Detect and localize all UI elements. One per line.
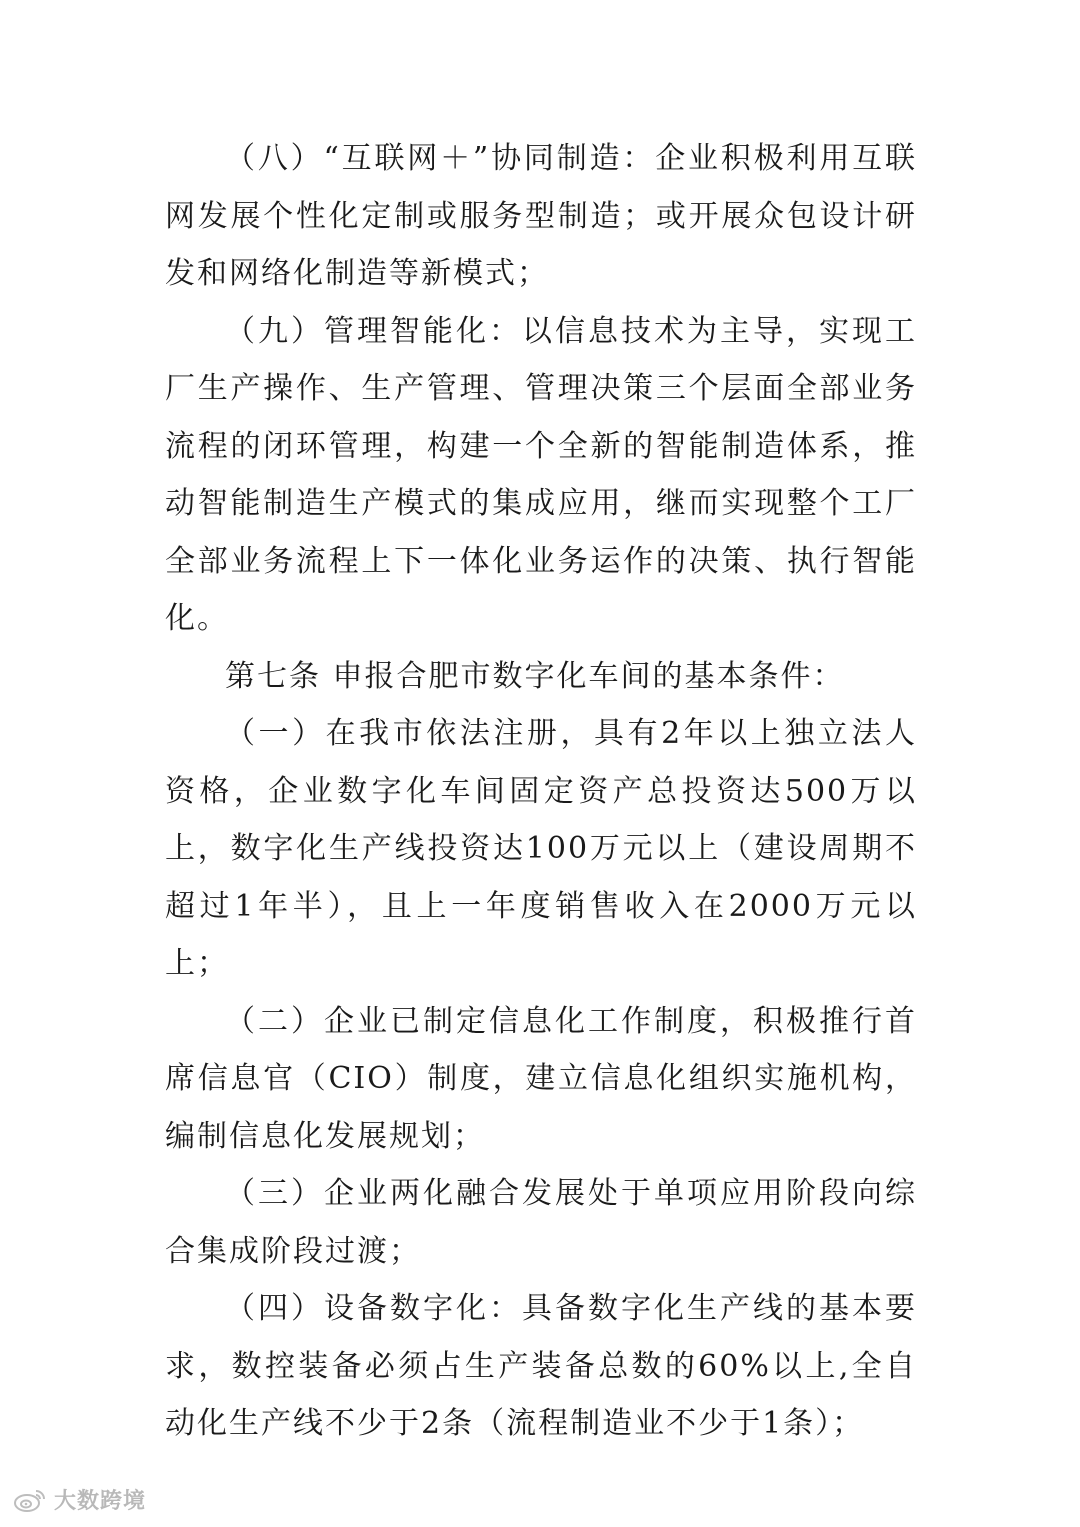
paragraph-condition-2: （二）企业已制定信息化工作制度，积极推行首席信息官（CIO）制度，建立信息化组织实施机构，编制信息化发展规划； <box>165 1003 917 1154</box>
paragraph-item-8: （八）“互联网＋”协同制造：企业积极利用互联网发展个性化定制或服务型制造；或开展众包设计研发和网络化制造等新模式； <box>165 141 917 291</box>
document-body <box>165 130 917 1453</box>
watermark-text: 大数跨境 <box>54 1489 147 1514</box>
weibo-logo-icon <box>12 1487 48 1513</box>
paragraph-item-9: （九）管理智能化：以信息技术为主导，实现工厂生产操作、生产管理、管理决策三个层面全部业务流程的闭环管理，构建一个全新的智能制造体系，推动智能制造生产模式的集成应用，继而实现整个工厂全部业务流程上下一体化业务运作的决策、执行智能化。 <box>165 313 917 636</box>
paragraph-condition-1: （一）在我市依法注册，具有2年以上独立法人资格，企业数字化车间固定资产总投资达500万以上，数字化生产线投资达100万元以上（建设周期不超过1年半），且上一年度销售收入在2000万元以上； <box>165 716 917 981</box>
paragraph-condition-4: （四）设备数字化：具备数字化生产线的基本要求，数控装备必须占生产装备总数的60%以上,全自动化生产线不少于2条（流程制造业不少于1条）； <box>165 1291 917 1441</box>
watermark <box>12 1484 146 1515</box>
paragraph-article-7: 第七条 申报合肥市数字化车间的基本条件： <box>225 658 845 694</box>
paragraph-condition-3: （三）企业两化融合发展处于单项应用阶段向综合集成阶段过渡； <box>165 1176 917 1269</box>
